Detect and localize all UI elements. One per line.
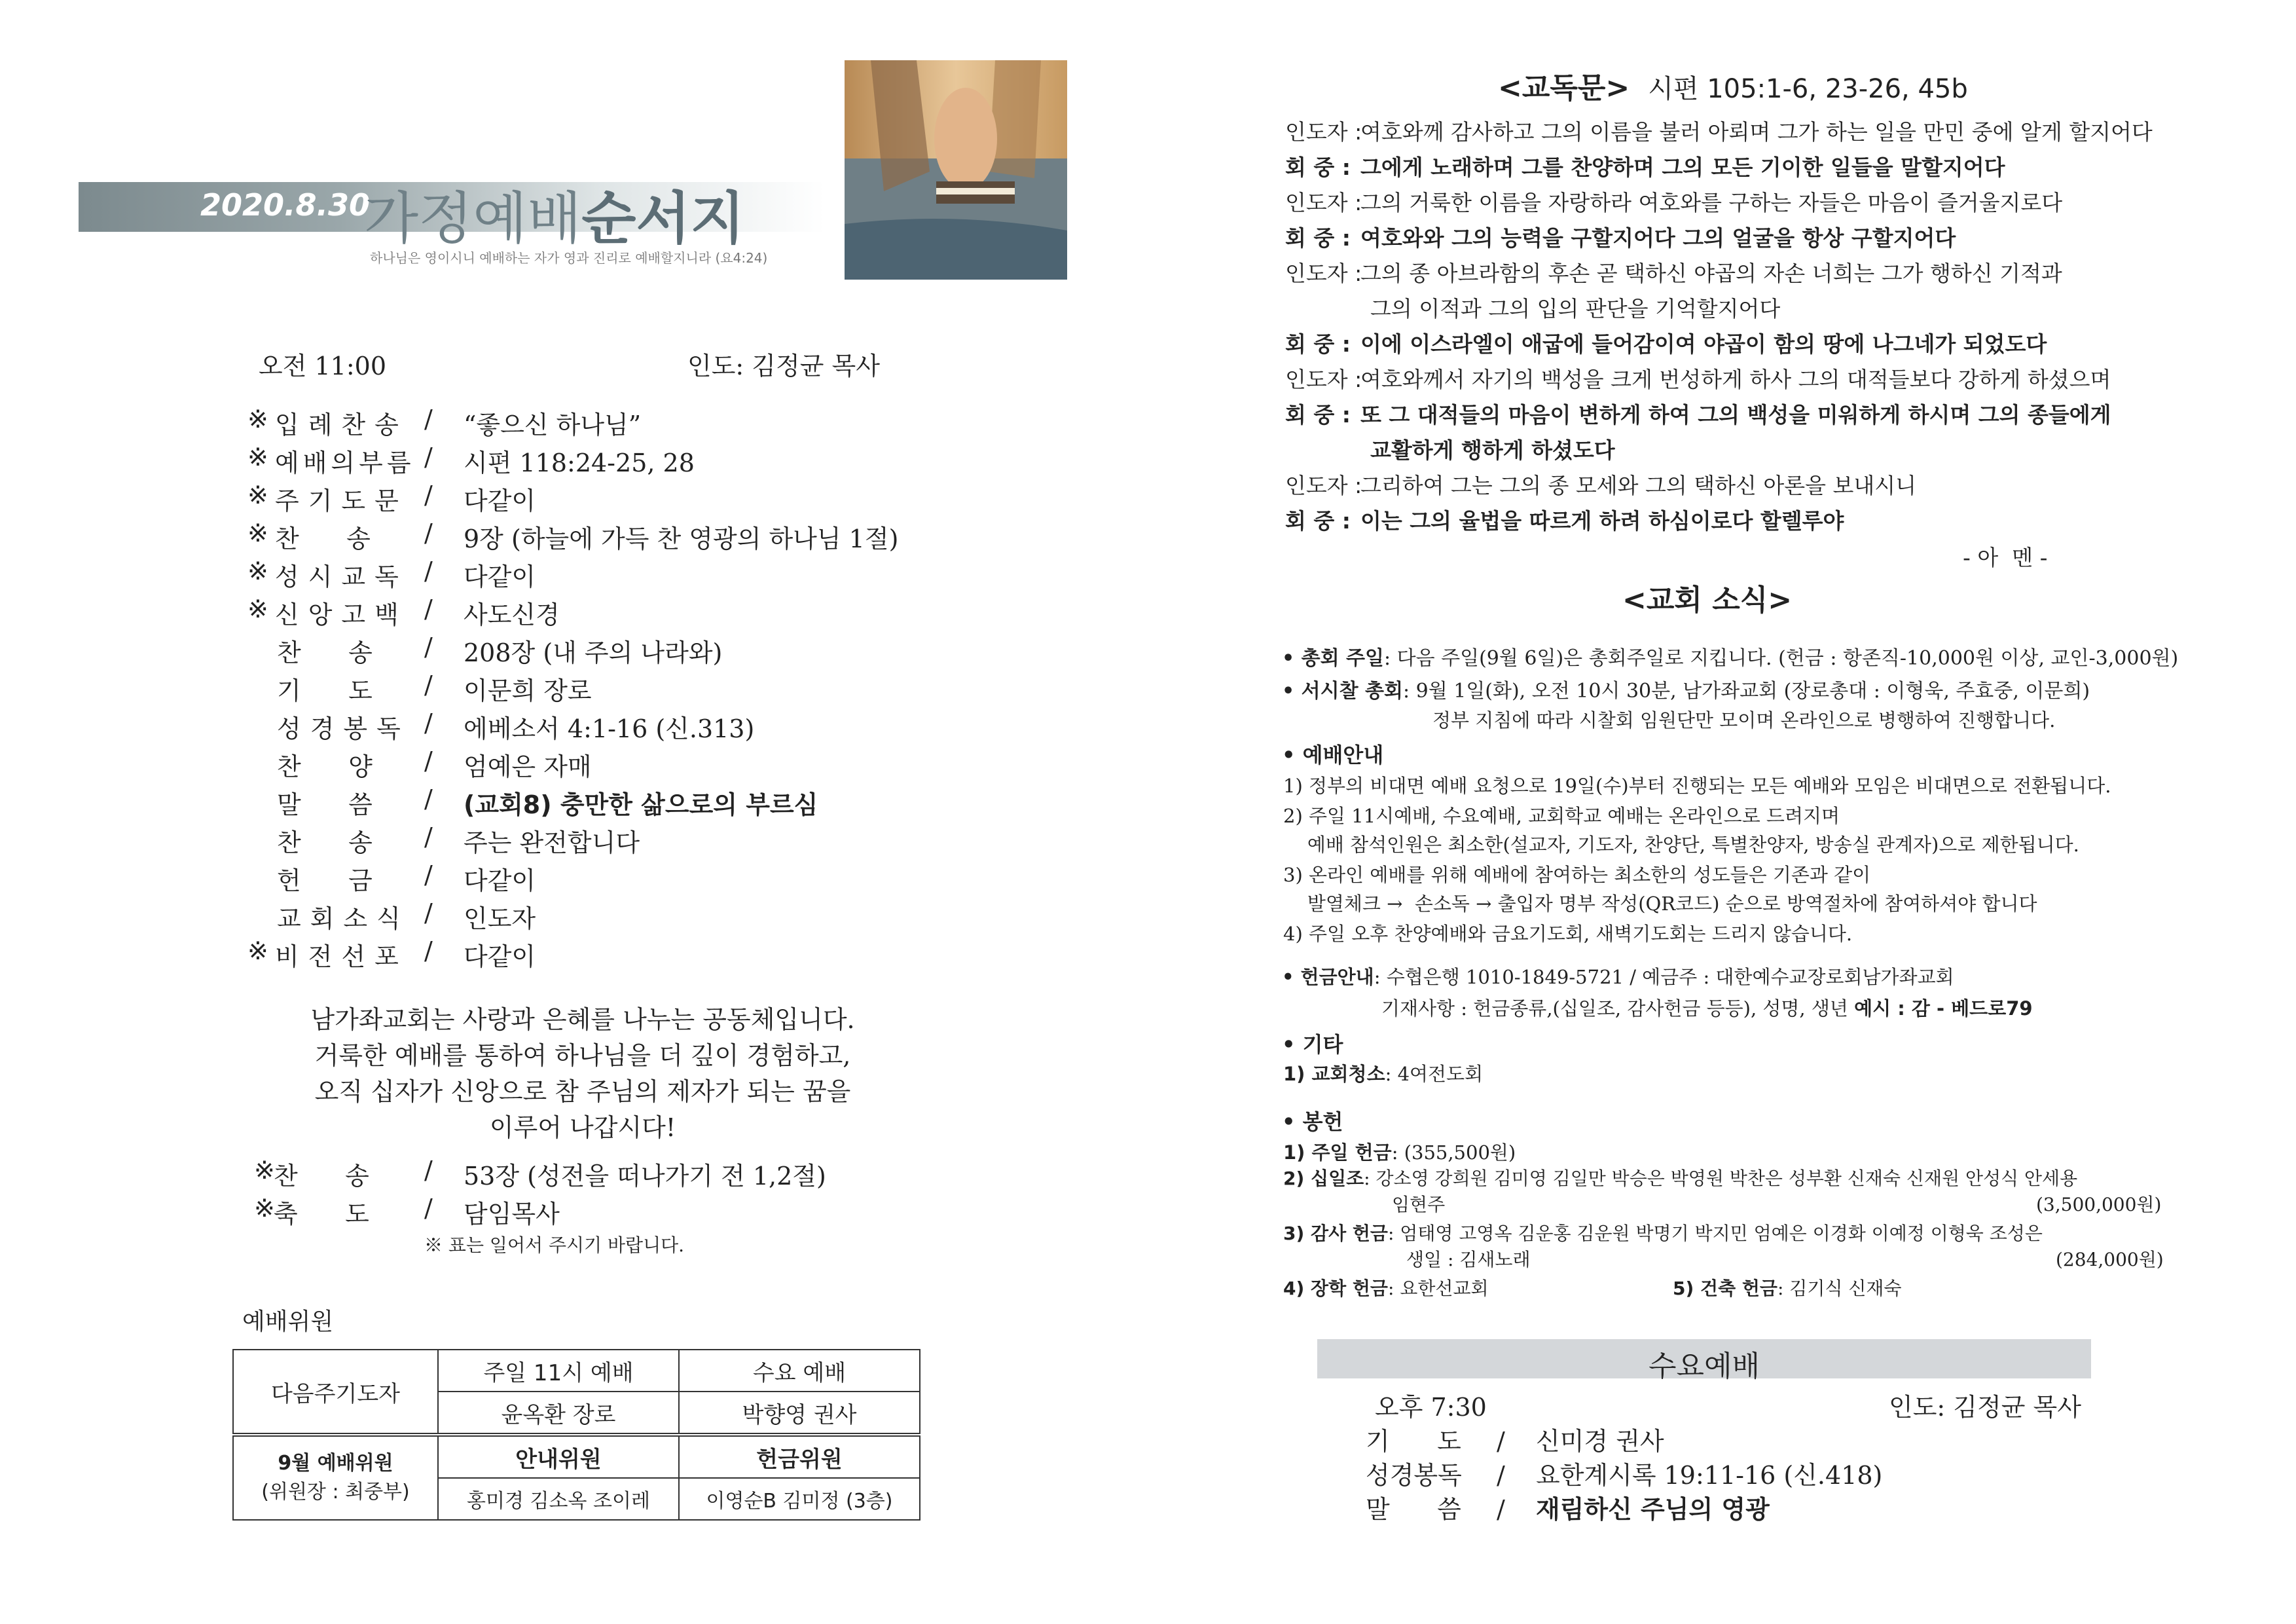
- wednesday-leader: 인도: 김정균 목사: [1889, 1393, 2081, 1422]
- wednesday-item-value: 신미경 권사: [1536, 1427, 1664, 1456]
- worship-notice: 1) 정부의 비대면 예배 요청으로 19일(수)부터 진행되는 모든 예배와 모임은 비대면으로 전환됩니다.: [1283, 775, 2111, 797]
- closing-item-value: 53장 (성전을 떠나가기 전 1,2절): [464, 1162, 826, 1190]
- order-item-value: 엄예은 자매: [464, 752, 592, 781]
- reader-role: 회 중 :: [1285, 402, 1351, 428]
- news-section: • 봉헌: [1282, 1109, 1343, 1134]
- order-item-name: 주기도문: [275, 487, 408, 515]
- next-prayer-label: 다음주기도자: [233, 1350, 438, 1435]
- wednesday-row: 말 씀 / 재림하신 주님의 영광: [1366, 1489, 1770, 1525]
- reading-line: [1285, 151, 2005, 181]
- offering-label: 1) 주일 헌금: [1283, 1141, 1392, 1164]
- news-item: • 헌금안내: 수협은행 1010-1849-5721 / 예금주 : 대한예수교장로회남가좌교회: [1282, 966, 1954, 988]
- order-item-value: 다같이: [464, 487, 536, 515]
- wednesday-prayer-name: 박향영 권사: [679, 1392, 920, 1435]
- usher-names: 홍미경 김소옥 조이레: [438, 1478, 679, 1520]
- order-item-value: 다같이: [464, 866, 536, 895]
- order-item-value: 다같이: [464, 563, 536, 591]
- wednesday-item-name: 성경봉독: [1366, 1461, 1462, 1490]
- offering-line: [1283, 1219, 2043, 1246]
- standing-mark: ※: [247, 595, 268, 623]
- offering-text: : 강소영 강희원 김미영 김일만 박승은 박영원 박찬은 성부환 신재숙 신재원 안성식 안세용: [1364, 1168, 2078, 1189]
- usher-header: 안내위원: [438, 1435, 679, 1478]
- church-mission-statement: [249, 1002, 917, 1146]
- standing-note: ※ 표는 일어서 주시기 바랍니다.: [424, 1234, 685, 1256]
- order-item-value: 9장 (하늘에 가득 찬 영광의 하나님 1절): [464, 525, 899, 553]
- offering-text: : 엄태영 고영옥 김운홍 김운원 박명기 박지민 엄예은 이경화 이예정 이형욱 조성은: [1387, 1223, 2043, 1244]
- standing-mark: ※: [247, 443, 268, 471]
- order-item-value: 208장 (내 주의 나라와): [464, 638, 723, 667]
- reading-line-continued: 교활하게 행하게 하셨도다: [1370, 437, 1615, 463]
- standing-mark: ※: [247, 481, 268, 509]
- wednesday-item-name: 말 씀: [1366, 1495, 1461, 1524]
- responsive-reading-ref: 시편 105:1-6, 23-26, 45b: [1648, 74, 1968, 104]
- order-item-name: 성시교독: [275, 563, 408, 591]
- reader-role: 인도자 :: [1285, 190, 1362, 215]
- news-section: • 기타: [1282, 1032, 1343, 1057]
- news-text-continued: [1381, 994, 2033, 1021]
- reading-line: [1285, 398, 2111, 429]
- reading-line-continued: 그의 이적과 그의 입의 판단을 기억할지어다: [1370, 296, 1781, 322]
- offering-text: : (355,500원): [1391, 1141, 1516, 1164]
- closing-item-name: 찬 송: [274, 1162, 369, 1190]
- standing-mark: ※: [254, 1156, 275, 1185]
- order-item-value: 이문희 장로: [464, 676, 592, 705]
- worship-notice: 3) 온라인 예배를 위해 예배에 참여하는 최소한의 성도들은 기존과 같이: [1283, 864, 1871, 886]
- reading-text: 여호와께서 자기의 백성을 크게 번성하게 하사 그의 대적들보다 강하게 하셨으며: [1360, 367, 2111, 392]
- offering-text: : 김기식 신재숙: [1777, 1278, 1902, 1299]
- offering-label: 2) 십일조: [1283, 1168, 1364, 1189]
- reading-text: 여호와께 감사하고 그의 이름을 불러 아뢰며 그가 하는 일을 만민 중에 알게 할지어다: [1360, 119, 2153, 145]
- worship-notice: 예배 참석인원은 최소한(설교자, 기도자, 찬양단, 특별찬양자, 방송실 관계자)으로 제한됩니다.: [1283, 834, 2079, 856]
- amen-text: - 아 멘 -: [1963, 545, 2048, 570]
- standing-mark: ※: [247, 519, 268, 547]
- order-item-name: 찬 양: [277, 752, 373, 781]
- september-staff-label: 9월 예배위원: [278, 1452, 393, 1475]
- order-item-name: 비전선포: [275, 942, 408, 971]
- news-text: : 4여전도회: [1385, 1063, 1484, 1085]
- order-item-name: 찬 송: [275, 525, 371, 553]
- sermon-title: (교회8) 충만한 삶으로의 부르심: [464, 790, 818, 819]
- title-bold: 순서지: [581, 186, 745, 251]
- praying-hands-photo: [845, 60, 1067, 280]
- order-item-value: 인도자: [464, 904, 536, 933]
- reader-role: 인도자 :: [1285, 367, 1362, 392]
- church-news-heading: <교회 소식>: [1622, 583, 1793, 617]
- reader-role: 회 중 :: [1285, 331, 1351, 357]
- offering-example: 예시 : 감 - 베드로79: [1854, 997, 2033, 1020]
- news-label: 헌금안내: [1300, 966, 1374, 988]
- title-banner: [79, 182, 825, 251]
- news-item: • 총회 주일: 다음 주일(9월 6일)은 총회주일로 지킵니다. (헌금 : 항존직-10,000원 이상, 교인-3,000원): [1282, 647, 2179, 670]
- closing-item-name: 축 도: [274, 1200, 369, 1228]
- offering-line: [1283, 1138, 1516, 1165]
- news-text: 기재사항 : 헌금종류,(십일조, 감사헌금 등등), 성명, 생년: [1381, 997, 1855, 1020]
- offering-total: (284,000원): [2056, 1249, 2164, 1270]
- order-item-name: 찬 송: [277, 828, 373, 857]
- offering-text-continued: 생일 : 김새노래: [1406, 1249, 1531, 1270]
- wednesday-time: 오후 7:30: [1375, 1393, 1487, 1422]
- bulletin-date: 2020.8.30: [200, 187, 370, 223]
- order-item-name: 입례찬송: [275, 411, 408, 439]
- worship-notice: 발열체크 → 손소독 → 출입자 명부 작성(QR코드) 순으로 방역절차에 참여하셔야 합니다: [1283, 893, 2037, 915]
- reader-role: 회 중 :: [1285, 225, 1351, 251]
- news-label: 서시찰 총회: [1301, 680, 1403, 703]
- order-item-value: 에베소서 4:1-16 (신.313): [464, 714, 755, 743]
- news-text: : 다음 주일(9월 6일)은 총회주일로 지킵니다. (헌금 : 항존직-10,000원 이상, 교인-3,000원): [1384, 647, 2179, 670]
- news-text: : 9월 1일(화), 오전 10시 30분, 남가좌교회 (장로총대 : 이형욱, 주효중, 이문희): [1402, 680, 2090, 703]
- closing-item-value: 담임목사: [464, 1200, 560, 1228]
- news-item: • 서시찰 총회: 9월 1일(화), 오전 10시 30분, 남가좌교회 (장로총대 : 이형욱, 주효중, 이문희): [1282, 680, 2090, 703]
- reading-line: [1285, 327, 2047, 358]
- reading-text: 그의 거룩한 이름을 자랑하라 여호와를 구하는 자들은 마음이 즐거울지로다: [1360, 190, 2063, 215]
- wednesday-item-value: 요한계시록 19:11-16 (신.418): [1536, 1461, 1883, 1490]
- news-section: • 예배안내: [1282, 743, 1384, 767]
- order-item-name: 예배의부름: [275, 449, 415, 477]
- reader-role: 회 중 :: [1285, 155, 1351, 180]
- september-staff-cell: [233, 1435, 438, 1520]
- reading-line: [1285, 504, 1844, 535]
- reading-line: [1285, 469, 1916, 500]
- wednesday-item-name: 기 도: [1366, 1427, 1461, 1456]
- order-item-value: 주는 완전합니다: [464, 828, 640, 857]
- offering-line: [1673, 1274, 1902, 1301]
- staff-chair: (위원장 : 최중부): [261, 1481, 410, 1504]
- mission-line: 남가좌교회는 사랑과 은혜를 나누는 공동체입니다.: [310, 1005, 855, 1034]
- offering-line: [1283, 1164, 2077, 1190]
- reading-line: [1285, 186, 2062, 217]
- page-title: [364, 173, 745, 254]
- offering-staff-names: 이영순B 김미정 (3층): [679, 1478, 920, 1520]
- order-item-name: 헌 금: [277, 866, 373, 895]
- offering-text-continued: 임현주: [1392, 1194, 1446, 1215]
- order-item-value: “좋으신 하나님”: [464, 411, 642, 439]
- offering-total: (3,500,000원): [2036, 1194, 2162, 1215]
- service-leader: 인도: 김정균 목사: [687, 352, 880, 380]
- news-label: 총회 주일: [1301, 647, 1384, 670]
- offering-label: 3) 감사 헌금: [1283, 1223, 1388, 1244]
- news-label: 봉헌: [1302, 1109, 1343, 1134]
- standing-mark: ※: [247, 405, 268, 434]
- reading-text: 그에게 노래하며 그를 찬양하며 그의 모든 기이한 일들을 말할지어다: [1360, 155, 2005, 180]
- scripture-subtitle: 하나님은 영이시니 예배하는 자가 영과 진리로 예배할지니라 (요4:24): [370, 250, 768, 266]
- news-text: : 수협은행 1010-1849-5721 / 예금주 : 대한예수교장로회남가좌교회: [1374, 966, 1954, 988]
- col-sunday-service: 주일 11시 예배: [438, 1350, 679, 1392]
- order-item-name: 성경봉독: [277, 714, 410, 743]
- reading-text: 여호와와 그의 능력을 구할지어다 그의 얼굴을 항상 구할지어다: [1360, 225, 1956, 251]
- reading-text: 이는 그의 율법을 따르게 하려 하심이로다 할렐루야: [1360, 508, 1844, 534]
- reader-role: 인도자 :: [1285, 119, 1362, 145]
- standing-mark: ※: [247, 557, 268, 585]
- standing-mark: ※: [247, 936, 268, 965]
- order-item-value: 다같이: [464, 942, 536, 971]
- mission-line: 오직 십자가 신앙으로 참 주님의 제자가 되는 꿈을: [314, 1077, 851, 1106]
- news-label: 1) 교회청소: [1283, 1063, 1385, 1085]
- worship-notice: 4) 주일 오후 찬양예배와 금요기도회, 새벽기도회는 드리지 않습니다.: [1283, 923, 1853, 945]
- reading-line: [1285, 115, 2153, 146]
- reader-role: 인도자 :: [1285, 261, 1362, 286]
- order-item-name: 말 씀: [277, 790, 373, 819]
- offering-text: : 요한선교회: [1387, 1278, 1489, 1299]
- reading-text: 이에 이스라엘이 애굽에 들어감이여 야곱이 함의 땅에 나그네가 되었도다: [1360, 331, 2047, 357]
- wednesday-service-title: 수요예배: [1648, 1350, 1760, 1383]
- order-item-name: 교회소식: [277, 904, 410, 933]
- title-plain: 가정예배: [364, 186, 582, 251]
- order-item-name: 찬 송: [277, 638, 373, 667]
- wednesday-row: 성경봉독 / 요한계시록 19:11-16 (신.418): [1366, 1455, 1882, 1491]
- offering-label: 4) 장학 헌금: [1283, 1278, 1388, 1299]
- worship-staff-label: 예배위원: [242, 1308, 334, 1335]
- reading-text: 그의 종 아브라함의 후손 곧 택하신 야곱의 자손 너희는 그가 행하신 기적과: [1360, 261, 2062, 286]
- offering-staff-header: 헌금위원: [679, 1435, 920, 1478]
- responsive-reading-heading: [1498, 64, 1968, 106]
- mission-line: 이루어 나갑시다!: [489, 1113, 676, 1142]
- news-text-continued: 정부 지침에 따라 시찰회 임원단만 모이며 온라인으로 병행하여 진행합니다.: [1432, 709, 2056, 731]
- offering-line: [1283, 1274, 1489, 1301]
- reading-line: [1285, 221, 1956, 252]
- reading-line: [1285, 257, 2062, 287]
- standing-mark: ※: [254, 1194, 275, 1223]
- responsive-reading-title: <교독문>: [1498, 71, 1630, 105]
- reader-role: 회 중 :: [1285, 508, 1351, 534]
- service-time: 오전 11:00: [259, 352, 387, 380]
- news-label: 예배안내: [1302, 743, 1384, 767]
- worship-staff-table: [232, 1349, 920, 1521]
- reading-line: [1285, 363, 2111, 394]
- order-item-value: 시편 118:24-25, 28: [464, 449, 695, 477]
- reader-role: 인도자 :: [1285, 473, 1362, 498]
- news-label: 기타: [1302, 1032, 1343, 1057]
- reading-text: 그리하여 그는 그의 종 모세와 그의 택하신 아론을 보내시니: [1360, 473, 1916, 498]
- reading-text: 또 그 대적들의 마음이 변하게 하여 그의 백성을 미워하게 하시며 그의 종들에게: [1360, 402, 2111, 428]
- order-item-name: 신앙고백: [275, 600, 408, 629]
- wednesday-sermon-title: 재림하신 주님의 영광: [1536, 1495, 1770, 1524]
- order-item-name: 기 도: [277, 676, 373, 705]
- offering-label: 5) 건축 헌금: [1673, 1278, 1777, 1299]
- mission-line: 거룩한 예배를 통하여 하나님을 더 깊이 경험하고,: [314, 1041, 851, 1070]
- wednesday-row: 기 도 / 신미경 권사: [1366, 1421, 1664, 1457]
- worship-notice: 2) 주일 11시예배, 수요예배, 교회학교 예배는 온라인으로 드려지며: [1283, 805, 1840, 827]
- order-item-value: 사도신경: [464, 600, 560, 629]
- news-item: [1283, 1060, 1483, 1086]
- sunday-prayer-name: 윤옥환 장로: [438, 1392, 679, 1435]
- col-wednesday-service: 수요 예배: [679, 1350, 920, 1392]
